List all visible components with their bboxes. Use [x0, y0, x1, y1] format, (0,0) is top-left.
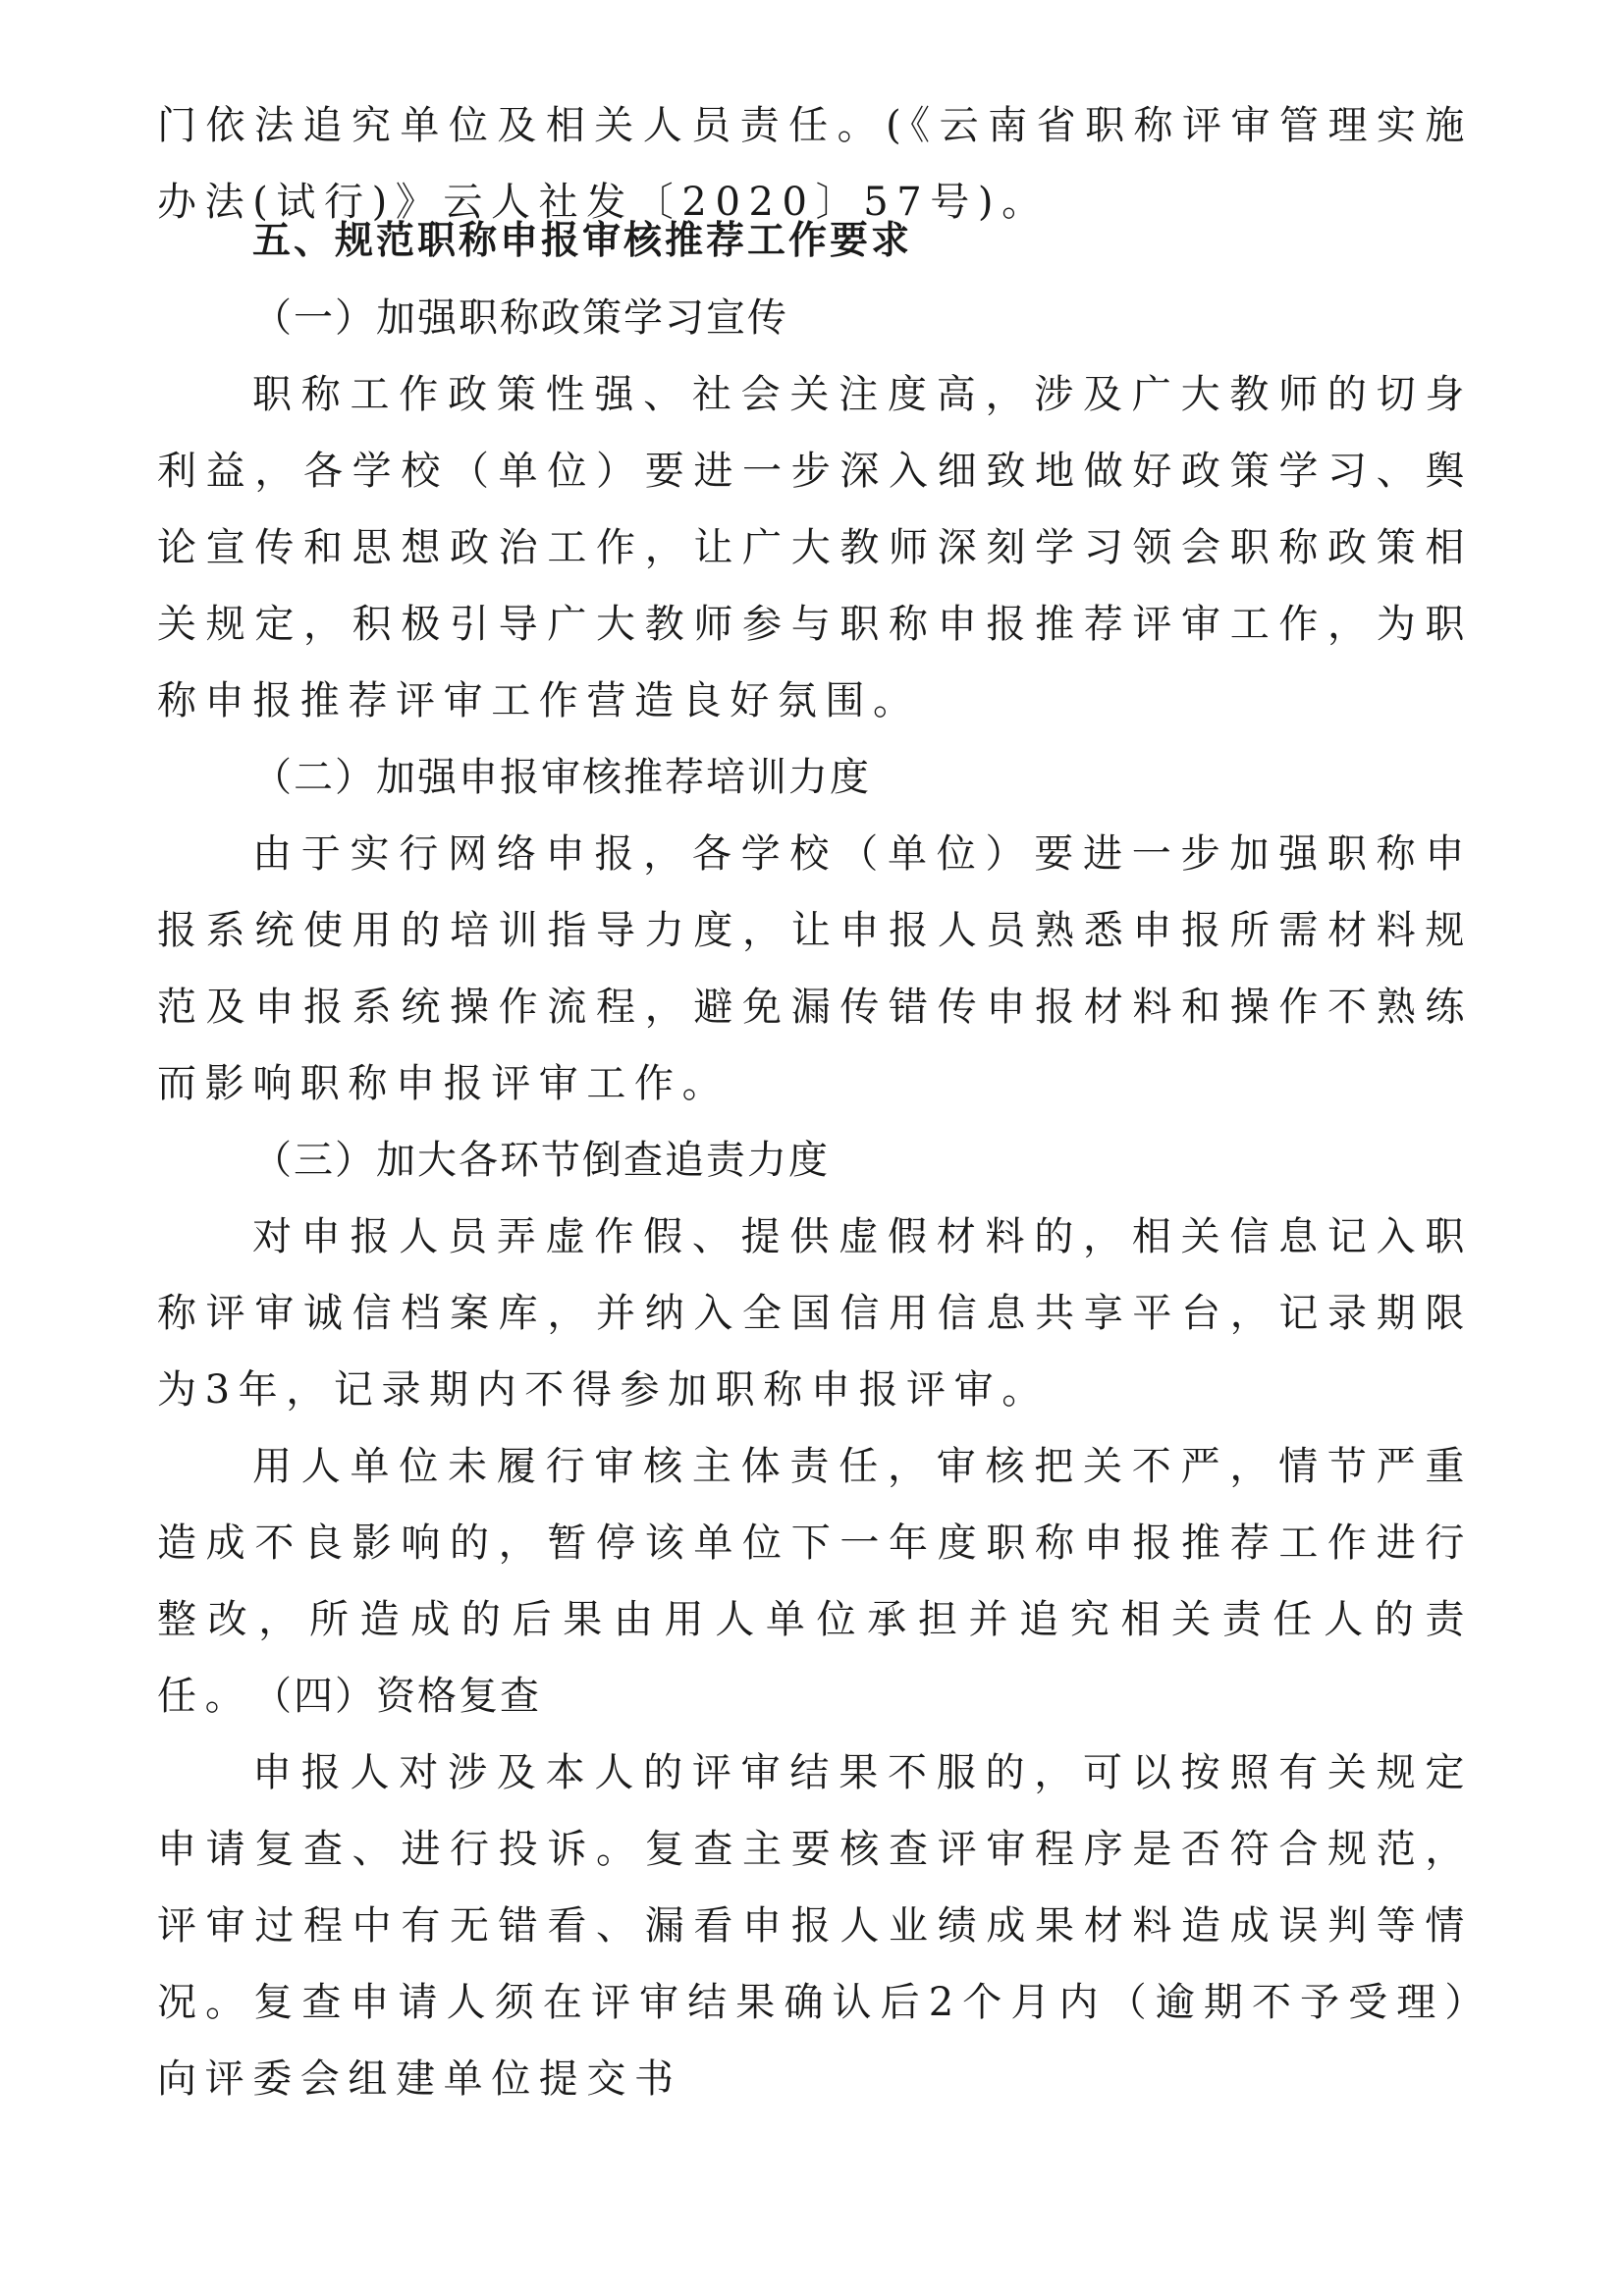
paragraph-training: 由于实行网络申报，各学校（单位）要进一步加强职称申报系统使用的培训指导力度，让申报人员熟悉申报所需材料规范及申报系统操作流程，避免漏传错传申报材料和操作不熟练而影响职称申报评审工作。 [157, 831, 1473, 1106]
paragraph-fraud-penalty: 对申报人员弄虚作假、提供虚假材料的，相关信息记入职称评审诚信档案库，并纳入全国信用信息共享平台，记录期限为3年，记录期内不得参加职称申报评审。 [157, 1214, 1473, 1413]
paragraph-policy-promotion: 职称工作政策性强、社会关注度高，涉及广大教师的切身利益，各学校（单位）要进一步深入细致地做好政策学习、舆论宣传和思想政治工作，让广大教师深刻学习领会职称政策相关规定，积极引导广大教师参与职称申报推荐评审工作，为职称申报推荐评审工作营造良好氛围。 [157, 372, 1473, 723]
continued-paragraph: 门依法追究单位及相关人员责任。(《云南省职称评审管理实施办法(试行)》云人社发〔2020〕57号)。 [157, 103, 1473, 225]
subsection-heading-2: （二）加强申报审核推荐培训力度 [252, 755, 871, 800]
subsection-heading-4: （四）资格复查 [252, 1674, 541, 1719]
paragraph-qualification-review: 申报人对涉及本人的评审结果不服的，可以按照有关规定申请复查、进行投诉。复查主要核查评审程序是否符合规范，评审过程中有无错看、漏看申报人业绩成果材料造成误判等情况。复查申请人须在评审结果确认后2个月内（逾期不予受理）向评委会组建单位提交书 [157, 1750, 1473, 2102]
paragraph-employer-responsibility: 用人单位未履行审核主体责任，审核把关不严，情节严重造成不良影响的，暂停该单位下一年度职称申报推荐工作进行整改，所造成的后果由用人单位承担并追究相关责任人的责任。 [157, 1444, 1473, 1719]
subsection-heading-1: （一）加强职称政策学习宣传 [252, 295, 788, 341]
subsection-heading-3: （三）加大各环节倒查追责力度 [252, 1138, 830, 1183]
section-heading: 五、规范职称申报审核推荐工作要求 [252, 219, 913, 263]
